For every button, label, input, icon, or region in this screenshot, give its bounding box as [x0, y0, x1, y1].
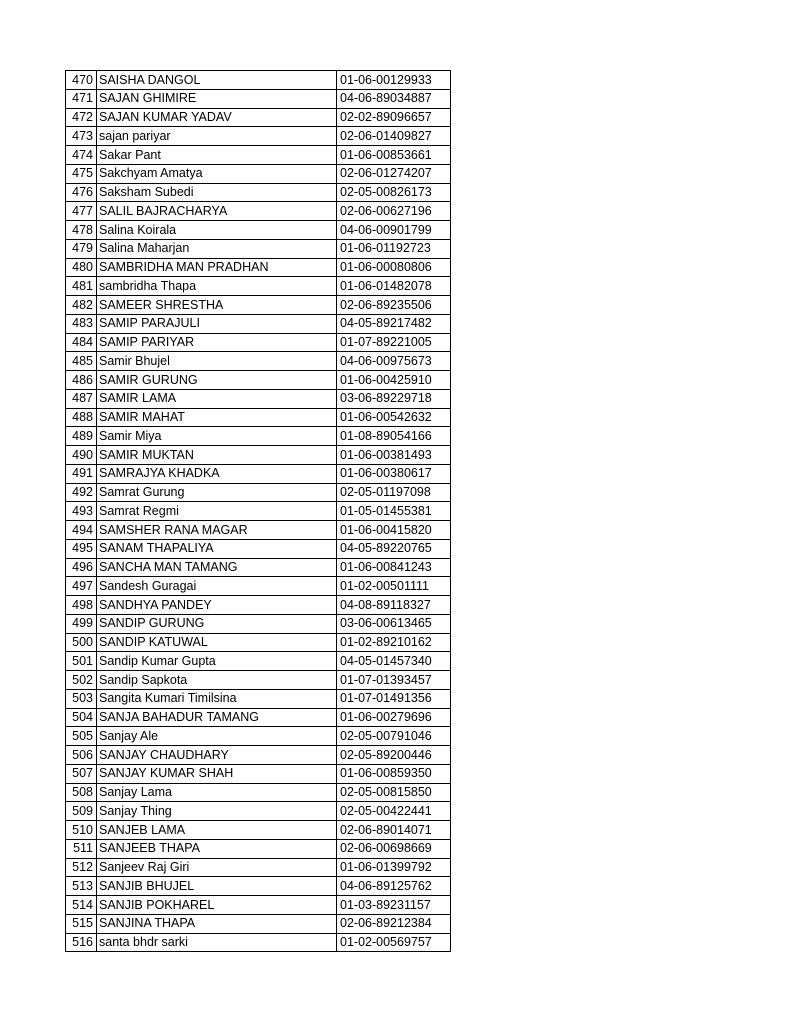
person-name: SANJIB BHUJEL [97, 877, 337, 896]
person-name: SANJEB LAMA [97, 821, 337, 840]
row-number: 516 [66, 933, 97, 952]
person-name: SANAM THAPALIYA [97, 539, 337, 558]
record-id: 01-06-00129933 [337, 71, 451, 90]
record-id: 01-06-00542632 [337, 408, 451, 427]
record-id: 01-05-01455381 [337, 502, 451, 521]
person-name: Sangita Kumari Timilsina [97, 689, 337, 708]
row-number: 487 [66, 389, 97, 408]
person-name: SANJAY KUMAR SHAH [97, 764, 337, 783]
row-number: 480 [66, 258, 97, 277]
row-number: 482 [66, 296, 97, 315]
table-row [66, 389, 451, 408]
table-row [66, 877, 451, 896]
record-id: 01-06-00841243 [337, 558, 451, 577]
row-number: 484 [66, 333, 97, 352]
table-row [66, 521, 451, 540]
person-name: SALIL BAJRACHARYA [97, 202, 337, 221]
record-id: 01-06-00853661 [337, 146, 451, 165]
record-id: 01-06-01482078 [337, 277, 451, 296]
person-name: Samrat Regmi [97, 502, 337, 521]
record-id: 01-07-01393457 [337, 671, 451, 690]
person-name: SAMIP PARIYAR [97, 333, 337, 352]
row-number: 497 [66, 577, 97, 596]
row-number: 478 [66, 221, 97, 240]
table-row [66, 783, 451, 802]
table-row [66, 821, 451, 840]
person-name: SANDIP KATUWAL [97, 633, 337, 652]
table-row [66, 727, 451, 746]
table-row [66, 502, 451, 521]
person-name: SAMIR GURUNG [97, 371, 337, 390]
person-name: SAJAN KUMAR YADAV [97, 108, 337, 127]
row-number: 470 [66, 71, 97, 90]
row-number: 502 [66, 671, 97, 690]
person-name: SAMIR MUKTAN [97, 446, 337, 465]
table-row [66, 483, 451, 502]
row-number: 510 [66, 821, 97, 840]
records-table-body [66, 71, 451, 952]
row-number: 507 [66, 764, 97, 783]
person-name: SANCHA MAN TAMANG [97, 558, 337, 577]
record-id: 02-02-89096657 [337, 108, 451, 127]
record-id: 02-05-89200446 [337, 746, 451, 765]
table-row [66, 352, 451, 371]
record-id: 04-05-01457340 [337, 652, 451, 671]
person-name: SANJEEB THAPA [97, 839, 337, 858]
record-id: 01-03-89231157 [337, 896, 451, 915]
row-number: 471 [66, 89, 97, 108]
table-row [66, 333, 451, 352]
person-name: Samrat Gurung [97, 483, 337, 502]
table-row [66, 858, 451, 877]
person-name: SAJAN GHIMIRE [97, 89, 337, 108]
person-name: SAMIP PARAJULI [97, 314, 337, 333]
person-name: Sakchyam Amatya [97, 164, 337, 183]
row-number: 505 [66, 727, 97, 746]
row-number: 488 [66, 408, 97, 427]
person-name: SAMBRIDHA MAN PRADHAN [97, 258, 337, 277]
record-id: 01-02-89210162 [337, 633, 451, 652]
person-name: Sandip Kumar Gupta [97, 652, 337, 671]
person-name: Salina Maharjan [97, 239, 337, 258]
row-number: 501 [66, 652, 97, 671]
person-name: SANDIP GURUNG [97, 614, 337, 633]
table-row [66, 446, 451, 465]
record-id: 02-05-00791046 [337, 727, 451, 746]
record-id: 01-07-01491356 [337, 689, 451, 708]
row-number: 513 [66, 877, 97, 896]
person-name: Saksham Subedi [97, 183, 337, 202]
table-row [66, 914, 451, 933]
record-id: 04-06-00901799 [337, 221, 451, 240]
record-id: 01-06-00425910 [337, 371, 451, 390]
table-row [66, 258, 451, 277]
table-row [66, 146, 451, 165]
table-row [66, 427, 451, 446]
row-number: 503 [66, 689, 97, 708]
person-name: Sakar Pant [97, 146, 337, 165]
table-row [66, 614, 451, 633]
table-row [66, 558, 451, 577]
person-name: SAMIR MAHAT [97, 408, 337, 427]
table-row [66, 633, 451, 652]
table-row [66, 89, 451, 108]
person-name: SAISHA DANGOL [97, 71, 337, 90]
row-number: 493 [66, 502, 97, 521]
person-name: Salina Koirala [97, 221, 337, 240]
table-row [66, 764, 451, 783]
record-id: 01-06-00080806 [337, 258, 451, 277]
table-row [66, 314, 451, 333]
table-row [66, 71, 451, 90]
person-name: sambridha Thapa [97, 277, 337, 296]
row-number: 496 [66, 558, 97, 577]
record-id: 02-06-00627196 [337, 202, 451, 221]
row-number: 473 [66, 127, 97, 146]
table-row [66, 839, 451, 858]
row-number: 506 [66, 746, 97, 765]
row-number: 512 [66, 858, 97, 877]
table-row [66, 108, 451, 127]
table-row [66, 371, 451, 390]
table-row [66, 277, 451, 296]
person-name: SAMSHER RANA MAGAR [97, 521, 337, 540]
person-name: SANJAY CHAUDHARY [97, 746, 337, 765]
row-number: 509 [66, 802, 97, 821]
table-row [66, 689, 451, 708]
table-row [66, 896, 451, 915]
table-row [66, 221, 451, 240]
record-id: 01-02-00501111 [337, 577, 451, 596]
record-id: 03-06-00613465 [337, 614, 451, 633]
row-number: 514 [66, 896, 97, 915]
row-number: 489 [66, 427, 97, 446]
table-row [66, 671, 451, 690]
person-name: SAMIR LAMA [97, 389, 337, 408]
record-id: 01-06-00415820 [337, 521, 451, 540]
record-id: 02-06-01274207 [337, 164, 451, 183]
person-name: SANJA BAHADUR TAMANG [97, 708, 337, 727]
table-row [66, 296, 451, 315]
row-number: 495 [66, 539, 97, 558]
record-id: 02-06-89014071 [337, 821, 451, 840]
record-id: 01-06-01399792 [337, 858, 451, 877]
row-number: 515 [66, 914, 97, 933]
record-id: 02-06-89212384 [337, 914, 451, 933]
row-number: 494 [66, 521, 97, 540]
row-number: 508 [66, 783, 97, 802]
person-name: Sanjeev Raj Giri [97, 858, 337, 877]
record-id: 02-05-00422441 [337, 802, 451, 821]
person-name: Sanjay Thing [97, 802, 337, 821]
record-id: 01-07-89221005 [337, 333, 451, 352]
row-number: 491 [66, 464, 97, 483]
record-id: 03-06-89229718 [337, 389, 451, 408]
row-number: 511 [66, 839, 97, 858]
table-row [66, 596, 451, 615]
table-row [66, 539, 451, 558]
row-number: 475 [66, 164, 97, 183]
row-number: 492 [66, 483, 97, 502]
person-name: SAMRAJYA KHADKA [97, 464, 337, 483]
person-name: Samir Bhujel [97, 352, 337, 371]
person-name: SANJIB POKHAREL [97, 896, 337, 915]
record-id: 01-02-00569757 [337, 933, 451, 952]
record-id: 01-06-00859350 [337, 764, 451, 783]
row-number: 483 [66, 314, 97, 333]
person-name: Samir Miya [97, 427, 337, 446]
table-row [66, 464, 451, 483]
person-name: SANJINA THAPA [97, 914, 337, 933]
row-number: 498 [66, 596, 97, 615]
table-row [66, 183, 451, 202]
person-name: Sanjay Ale [97, 727, 337, 746]
record-id: 01-06-00381493 [337, 446, 451, 465]
row-number: 499 [66, 614, 97, 633]
record-id: 04-06-00975673 [337, 352, 451, 371]
row-number: 481 [66, 277, 97, 296]
row-number: 504 [66, 708, 97, 727]
person-name: sajan pariyar [97, 127, 337, 146]
record-id: 01-06-00279696 [337, 708, 451, 727]
record-id: 02-05-00826173 [337, 183, 451, 202]
row-number: 479 [66, 239, 97, 258]
record-id: 04-06-89125762 [337, 877, 451, 896]
record-id: 01-08-89054166 [337, 427, 451, 446]
row-number: 477 [66, 202, 97, 221]
table-row [66, 577, 451, 596]
person-name: SAMEER SHRESTHA [97, 296, 337, 315]
record-id: 04-08-89118327 [337, 596, 451, 615]
person-name: Sandesh Guragai [97, 577, 337, 596]
row-number: 485 [66, 352, 97, 371]
record-id: 04-05-89220765 [337, 539, 451, 558]
record-id: 02-05-00815850 [337, 783, 451, 802]
row-number: 490 [66, 446, 97, 465]
table-row [66, 652, 451, 671]
record-id: 01-06-00380617 [337, 464, 451, 483]
table-row [66, 408, 451, 427]
table-row [66, 746, 451, 765]
records-table [65, 70, 451, 952]
record-id: 04-06-89034887 [337, 89, 451, 108]
table-row [66, 933, 451, 952]
record-id: 02-06-01409827 [337, 127, 451, 146]
record-id: 04-05-89217482 [337, 314, 451, 333]
table-row [66, 239, 451, 258]
record-id: 02-06-89235506 [337, 296, 451, 315]
row-number: 472 [66, 108, 97, 127]
table-row [66, 202, 451, 221]
record-id: 01-06-01192723 [337, 239, 451, 258]
record-id: 02-06-00698669 [337, 839, 451, 858]
record-id: 02-05-01197098 [337, 483, 451, 502]
row-number: 474 [66, 146, 97, 165]
person-name: Sanjay Lama [97, 783, 337, 802]
row-number: 500 [66, 633, 97, 652]
table-row [66, 127, 451, 146]
person-name: santa bhdr sarki [97, 933, 337, 952]
person-name: Sandip Sapkota [97, 671, 337, 690]
table-row [66, 708, 451, 727]
person-name: SANDHYA PANDEY [97, 596, 337, 615]
table-row [66, 164, 451, 183]
table-row [66, 802, 451, 821]
row-number: 486 [66, 371, 97, 390]
row-number: 476 [66, 183, 97, 202]
